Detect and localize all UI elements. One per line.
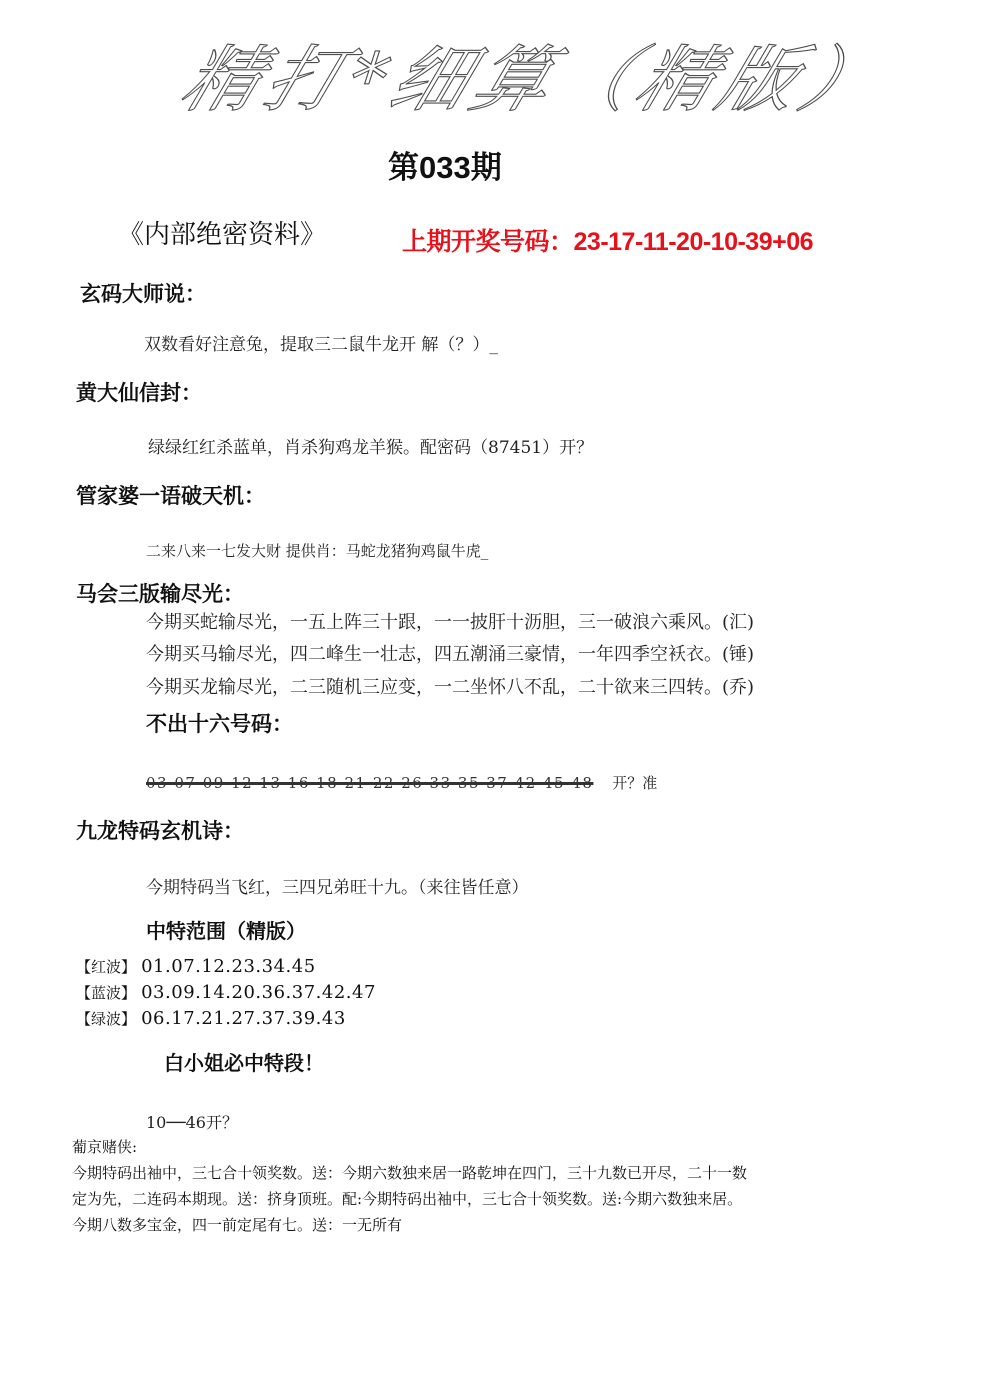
last-draw-label: 上期开奖号码： — [402, 228, 574, 256]
section-title-range: 中特范围（精版） — [146, 919, 306, 943]
wave-row-green — [76, 1008, 346, 1029]
issue-number: 第033期 — [388, 150, 502, 185]
section-text-jiulong: 今期特码当飞红，三四兄弟旺十九。（来往皆任意） — [146, 878, 529, 898]
pujing-line: 今期八数多宝金，四一前定尾有七。送：一无所有 — [72, 1216, 403, 1234]
last-draw — [402, 222, 813, 258]
excluded-numbers: 03 07 09 12 13 16 18 21 22 26 33 35 37 42 45 48 — [146, 774, 594, 792]
section-text-xuanma: 双数看好注意兔，提取三二鼠牛龙开 解（？）_ — [144, 335, 498, 355]
wave-numbers: 01.07.12.23.34.45 — [141, 956, 316, 977]
last-draw-numbers: 23-17-11-20-10-39+06 — [573, 228, 814, 256]
section-title-pujing: 葡京赌侠: — [72, 1138, 138, 1156]
wave-row-red — [76, 956, 316, 977]
pujing-line: 定为先，二连码本期现。送：挤身顶班。配:今期特码出袖中，三七合十领奖数。送:今期六数独来居。 — [72, 1190, 743, 1208]
mahui-line: 今期买蛇输尽光，一五上阵三十跟，一一披肝十沥胆，三一破浪六乘风。(汇) — [146, 612, 755, 633]
wave-row-blue — [76, 982, 376, 1003]
section-title-mahui: 马会三版输尽光： — [76, 582, 244, 606]
wave-numbers: 03.09.14.20.36.37.42.47 — [141, 982, 376, 1003]
section-title-huangdaxian: 黄大仙信封： — [76, 381, 202, 405]
banner-title: 精打*细算（精版） — [171, 37, 899, 122]
wave-label: 【红波】 — [76, 958, 137, 976]
section-text-guanjiapo: 二来八来一七发大财 提供肖：马蛇龙猪狗鸡鼠牛虎_ — [146, 542, 489, 560]
section-text-huangdaxian: 绿绿红红杀蓝单，肖杀狗鸡龙羊猴。配密码（87451）开？ — [148, 438, 594, 458]
section-title-buchu: 不出十六号码： — [146, 712, 293, 736]
buchu-suffix: 开？准 — [612, 774, 658, 792]
mahui-line: 今期买龙输尽光，二三随机三应变，一二坐怀八不乱，二十欲来三四转。(乔) — [146, 677, 755, 698]
section-title-xuanma: 玄码大师说： — [80, 282, 206, 306]
buchu-row — [146, 772, 657, 793]
subtitle: 《内部绝密资料》 — [118, 220, 327, 250]
wave-label: 【蓝波】 — [76, 984, 137, 1002]
section-title-jiulong: 九龙特码玄机诗： — [76, 819, 244, 843]
section-title-baixiaojie: 白小姐必中特段！ — [164, 1051, 324, 1075]
pujing-line: 今期特码出袖中，三七合十领奖数。送：今期六数独来居一路乾坤在四门，三十九数已开尽，二十一数 — [72, 1164, 748, 1182]
wave-label: 【绿波】 — [76, 1010, 137, 1028]
section-title-guanjiapo: 管家婆一语破天机： — [76, 484, 265, 508]
mahui-line: 今期买马输尽光，四二峰生一壮志，四五潮涌三豪情，一年四季空袄衣。(锤) — [146, 644, 755, 665]
section-text-baixiaojie: 10──46开？ — [146, 1113, 238, 1132]
wave-numbers: 06.17.21.27.37.39.43 — [141, 1008, 346, 1029]
